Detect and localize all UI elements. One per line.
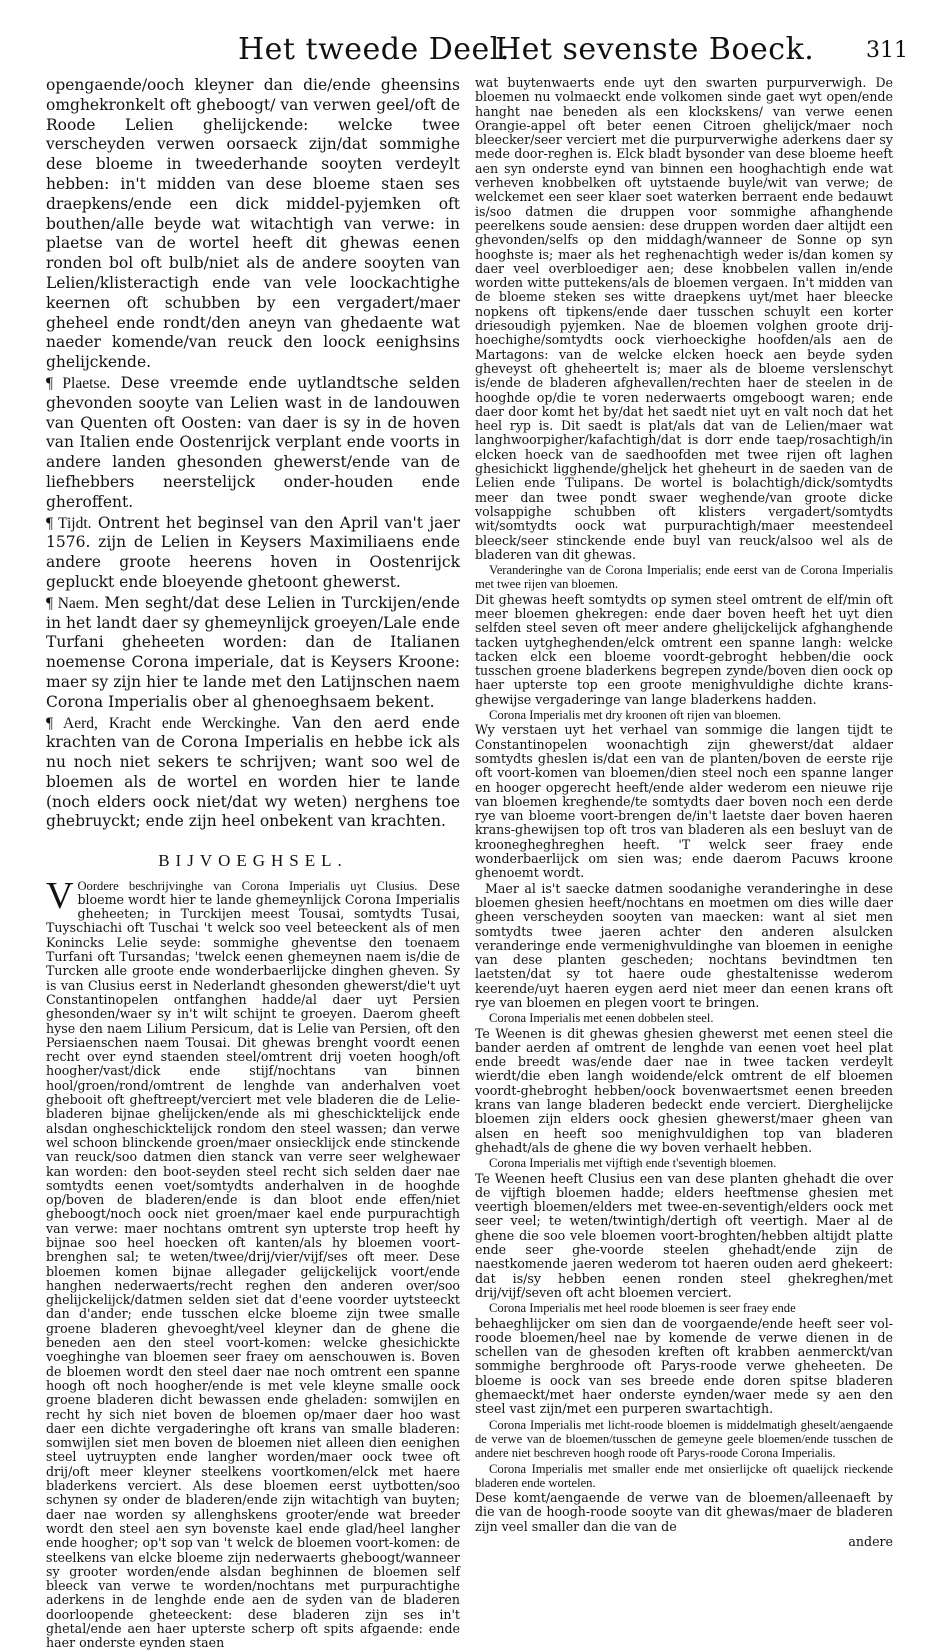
- right-paragraph-1: wat buytenwaerts ende uyt den swarten purpurverwigh. De bloemen nu volmaeckt ende volkomen sinde gaet wyt open/ende hanght nae beneden als een klockskens/ van verwe eenen Orangie-appel oft beter eenen Citroen ghelijck/maer noch bleecker/seer verciert met die purpurverwighe aderkens daer sy mede door-reghen is. Elck bladt bysonder van dese bloeme heeft aen syn onderste eynd van binnen een hooghachtigh ende wat verheven knobbelken oft uytstaende buyle/wit van verwe; de welckemet een seer klaer soet waterken berraent ende bedauwt is/soo datmen die druppen voor sommighe afhanghende peerelkens soude aensien: dese druppen worden daer altijdt een ghevonden/selfs op den middagh/wanneer de Sonne op syn hooghste is; maer als het reghenachtigh weder is/dan komen sy daer veel overbloediger aen; dese knobbelen vallen in/ende worden witte puttekens/als de bloemen vergaen. In't midden van de bloeme steken ses witte draepkens uyt/met haer bleecke nopkens oft tipkens/ende daer tusschen schuylt een korter driesoudigh pyjemken. Nae de bloemen volghen groote drij-hoechighe/somtydts oock vierhoeckighe hoofden/als aen de Martagons: van de welcke elcken hoeck aen beyde syden gheveyst oft gheheertelt is; maer als de bloeme verslenschyt is/ende de bladeren afghevallen/rechten haer de steelen in de hooghde op/die te voren nederwaerts omgeboogt waren; ende daer door komt het by/dat het saedt niet uyt en valt noch dat het heel ryp is. Dit saedt is plat/als dat van de Lelien/maer wat langhwoorpigher/kafachtigh/dat is dorr ende taep/rosachtigh/in elcken hoeck van de saedhoofden met twee rijen oft laghen ghesichickt ligghende/gheljck het gheheurt in de saeden van de Lelien ende Tulipans. De wortel is bolachtigh/dick/somtydts meer dan twee pondt swaer weghende/van groote dicke volsappighe schubben oft klisters vergadert/somtydts wit/somtydts oock wat purpurachtigh/maer meestendeel bleeck/seer stinckende ende buyl van reuck/alsoo wel als de bladeren van dit ghewas.: [475, 75, 893, 562]
- caption-heel-roode: Corona Imperialis met heel roode bloemen is seer fraey ende: [489, 1301, 796, 1316]
- right-paragraph-6: Te Weenen heeft Clusius een van dese planten ghehadt die over de vijftigh bloemen hadde; elders heeftmense ghesien met veertigh bloemen/elders met twee-en-seventigh/elders oock met seer veel; te weten/twintigh/dertigh oft veertigh. Maer al de ghene die soo vele bloemen voort-broghten/hebben altijdt platte ende seer ghe-voorde steelen ghehadt/ende zijn de naestkomende jaeren wederom tot haeren ouden aerd ghekeert: dat is/sy hebben eenen ronden steel ghekreghen/met drij/vijf/seven oft acht bloemen verciert.: [475, 1170, 893, 1300]
- caption-smaller-bladeren: Corona Imperialis met smaller ende met onsierlijcke oft quaelijck rieckende bladeren ende wortelen.: [475, 1461, 893, 1490]
- naem-text: Men seght/dat dese Lelien in Turckijen/ende in het landt daer sy ghemeynlijck groeyen/Lale ende Turfani gheheeten worden: dan de Italianen noemense Corona imperiale, dat is Keysers Kroone: maer sy zijn hier te lande met den Latijnschen naem Corona Imperialis ober al ghenoeghsaem bekent.: [46, 593, 460, 711]
- aerd-text: Van den aerd ende krachten van de Corona Imperialis en hebbe ick als nu noch niet sekers te schrijven; want soo wel de bloemen als de wortel en worden hier te lande (noch elders oock niet/dat wy weten) nerghens toe ghebruyckt; ende zijn heel onbekent van krachten.: [46, 713, 460, 831]
- right-column: [475, 76, 893, 1549]
- right-paragraph-5: Te Weenen is dit ghewas ghesien ghewerst met eenen steel die bander aerden af omtrent de lenghde van eenen voet heel plat ende breedt was/ende daer nae in twee tacken verdeylt wierdt/die eben langh woidende/elck omtrent de elf bloemen voordt-ghebroght hebben/oock bovenwaertsmet eenen breeden krans van lange bladeren bedeckt ende verciert. Dierghelijcke bloemen zijn elders oock ghesien ghewerst/maer gheen van alsen en heeft soo menighvuldighen top van bladeren ghehadt/als de ghene die wy boven verhaelt hebben.: [475, 1025, 893, 1155]
- plaetse-label: ¶ Plaetse.: [46, 374, 111, 392]
- right-paragraph-7: behaeghlijcker om sien dan de voorgaende/ende heeft seer vol-roode bloemen/heel nae by komende de verwe dienen in de schellen van de ghesoden kreften oft krabben aenmerckt/van sommighe berghroode oft Parys-roode verwe gheheeten. De bloeme is oock van ses breede ende doren spitse bladeren ghemaeckt/met haer onderste eynden/waer mede sy aen den steel vast zijn/met een purperen swartachtigh.: [475, 1315, 893, 1417]
- right-paragraph-3: Wy verstaen uyt het verhael van sommige die langen tijdt te Constantinopelen woonachtigh zijn ghewerst/dat aldaer somtydts gheslen is/dat een van de planten/boven de eerste rije oft voort-komen van bloemen/dien steel noch een spanne langer en hooger opgerecht heeft/ende alder wederom een nieuwe rije van bloemen kreghende/te somtydts daer boven noch een derde rye van bloeme voort-brengen de/in't laetste daer boven haeren krans-ghewijsen top oft tros van bladeren als een besluyt van de kroonegheghreghen heeft. 'T welck seer fraey ende wonderbaerlijck om sien was; ende daerom Pacuws kroone ghenoemt wordt.: [475, 722, 893, 881]
- aerd-label: ¶ Aerd, Kracht ende Werckinghe.: [46, 714, 281, 732]
- page-number: 311: [866, 38, 908, 63]
- right-paragraph-8: Dese komt/aengaende de verwe van de bloemen/alleenaeft by die van de hoogh-roode sooyte van dit ghewas/maer de bladeren zijn veel smaller dan die van de: [475, 1490, 893, 1534]
- page-header: [0, 32, 950, 72]
- catchword: andere: [848, 1533, 893, 1549]
- caption-dobbelen-steel: Corona Imperialis met eenen dobbelen steel.: [489, 1011, 714, 1026]
- caption-licht-roode: Corona Imperialis met licht-roode bloemen is middelmatigh gheselt/aengaende de verwe van de bloemen/tusschen de gemeyne geele bloemen/ende tusschen de andere niet beschreven hoogh roode oft Parys-roode Corona Imperialis.: [475, 1417, 893, 1461]
- caption-vijftigh-bloemen: Corona Imperialis met vijftigh ende t'seventigh bloemen.: [489, 1156, 777, 1171]
- caption-dry-kroonen: Corona Imperialis met dry kroonen oft rijen van bloemen.: [489, 708, 782, 723]
- right-paragraph-2: Dit ghewas heeft somtydts op symen steel omtrent de elf/min oft meer bloemen ghekregen: ende daer boven heeft het uyt dien selfden steel seven oft meer andere ghelijckelijck afghanghende tacken uytgheghenden/elck omtrent een spanne langh: welcke tacken elck een bloeme voordt-gebroght hebben/die oock tusschen groene bladerkens begrepen zynde/boven dien oock op haer upterste top een groote menighvuldighe dichte krans-ghewijse vergaderinge van lange bladerkens hadden.: [475, 591, 893, 707]
- bijvoeghsel-lead: Oordere beschrijvinghe van Corona Imperialis uyt Clusius.: [77, 878, 418, 893]
- running-title-right: Het sevenste Boeck.: [495, 32, 815, 67]
- drop-cap: V: [46, 874, 74, 917]
- plaetse-text: Dese vreemde ende uytlandtsche selden ghevonden sooyte van Lelien wast in de landouwen van Quenten oft Oosten: van daer is sy in de hoven van Italien ende Oostenrijck verplant ende voorts in andere landen ghesonden ghewerst/ende van de liefhebbers neerstelijck onder-houden ende gheroffent.: [46, 373, 460, 511]
- left-column: [46, 76, 460, 1652]
- right-paragraph-4: Maer al is't saecke datmen soodanighe veranderinghe in dese bloemen ghesien heeft/nochtans en moetmen om dies wille daer gheen verscheyden sooyten van maecken: want al siet men somtydts twee jaeren achter den anderen alsulcken veranderinge ende vermenighvuldinghe van bloemen in eenighe van dese planten gescheden; nochtans bevindtmen ten laetsten/dat sy tot haere oude ghestaltenisse wederom keerende/uyt haeren eygen aerd niet meer dan eenen krans oft rye van bloemen en plegen voort te bringen.: [475, 880, 893, 1010]
- naem-label: ¶ Naem.: [46, 594, 99, 612]
- bijvoeghsel-text: Dese bloeme wordt hier te lande ghemeynlijck Corona Imperialis gheheeten; in Turckijen meest Tousai, somtydts Tusai, Tuyschiachi oft Tuschai 't welck soo veel beteeckent als of men Konincks Lelie seyde: sommighe gheventse den toenaem Turfani oft Tursandas; 'twelck eenen ghemeynen naem is/die de Turcken alle groote ende wonderbaerlijcke dinghen gheven. Sy is van Clusius eerst in Nederlandt ghesonden ghewerst/die't uyt Constantinopelen ontfanghen hadde/al daer uyt Persien ghesonden/waer sy in't wilt schijnt te groeyen. Daerom gheeft hyse den naem Lilium Persicum, dat is Lelie van Persien, oft den Persiaenschen naem Tousai. Dit ghewas brenght voordt eenen recht over eynd staenden steel/omtrent drij voeten hoogh/oft hoogher/vast/dick ende stijf/nochtans van binnen hool/groen/rond/omtrent de lenghde van anderhalven voet ghebooit oft gheftreept/verciert met vele bladeren die de Lelie-bladeren bijnae ghelijcken/ende als mi gheschicktelijck ende alsdan ongheschicktelijck rondom den steel wassen; dan verwe wel schoon blinckende groen/maer onsiecklijck ende stinckende van reuck/soo datmen dien stanck van verre seer welghewaer kan worden: den boot-seyden steel recht sich selden daer nae somtydts eenen voet/somtydts anderhalven in de hooghde op/boven de bladeren/ende is dan bloot ende effen/niet gheboogt/noch oock niet groen/maer kael ende purpurachtigh van verwe: maer nochtans omtrent syn upterste trop heeft hy bijnae soo heel hoecken oft kanten/als hy bloemen voort-brenghen sal; te weten/twee/drij/vier/vijf/ses oft meer. Dese bloemen komen bijnae allegader gelijckelijck voort/ende hanghen nederwaerts/recht reghen den anderen over/soo ghelijckelijck/datmen selden siet dat d'eene voorder uytsteeckt dan d'ander; ende tusschen elcke bloeme zijn twee smalle groene bladeren ghevoeght/veel kleyner dan de ghene die beneden aen den steel voort-komen: welcke ghesichickte voeghinghe van bloemen seer fraey om aenschouwen is. Boven de bloemen wordt den steel daer nae noch omtrent een spanne hoogh oft noch hoogher/ende is met vele kleyne smalle oock groene bladeren dicht bewassen ende gheladen: somwijlen en recht hy sich niet boven de bloemen op/maer daer hoo wast daer een dichte vergaderinghe oft krans van smalle bladeren: somwijlen siet men boven de bloemen niet alleen dien eenighen steel uytruypten ende langher worden/maer oock twee oft drij/oft meer kleyner steelkens voortkomen/elck met haere bladerkens verciert. Als dese bloemen eerst uytbotten/soo schynen sy onder de bladeren/ende zijn witachtigh van buyten; daer nae worden sy allenghskens grooter/ende wat breeder wordt den steel aen syn bovenste kael ende glad/heel langher ende hoogher; op't sop van 't welck de bloemen voort-komen: de steelkens van elcke bloeme zijn nederwaerts gheboogt/wanneer sy grooter worden/ende alsdan beghinnen de bloemen self bleeck van verwe te worden/nochtans met purpurachtighe aderkens in de lenghde ende aen de syden van de bladeren doorloopende gheteeckent: dese bladeren zijn ses in't ghetal/ende aen haer upterste scherp oft spits afgaende: ende haer onderste eynden staen: [46, 877, 460, 1651]
- tijdt-text: Ontrent het beginsel van den April van't jaer 1576. zijn de Lelien in Keysers Maximiliaens ende andere groote heerens hoven in Oostenrijck gepluckt ende bloeyende ghetoont ghewerst.: [46, 513, 460, 591]
- intro-paragraph: opengaende/ooch kleyner dan die/ende gheensins omghekronkelt oft gheboogt/ van verwen geel/oft de Roode Lelien ghelijckende: welcke twee verscheyden verwen oorsaeck zijn/dat sommighe dese bloeme in tweederhande sooyten verdeylt hebben: in't midden van dese bloeme staen ses draepkens/ende een dick middel-pyjemken oft bouthen/alle beyde wat witachtigh van verwe: in plaetse van de wortel heeft dit ghewas eenen ronden bol oft bulb/niet als de andere sooyten van Lelien/klisteractigh ende van vele loockachtighe keernen oft schubben by een vergadert/maer gheheel ende rondt/den aneyn van ghedaente wat naeder komende/van reuck den loock eenighsins ghelijckende.: [46, 76, 460, 372]
- tijdt-label: ¶ Tijdt.: [46, 514, 92, 532]
- section-title: BIJVOEGHSEL.: [158, 851, 348, 871]
- caption-twee-rijen: Veranderinghe van de Corona Imperialis; ende eerst van de Corona Imperialis met twee rijen van bloemen.: [475, 563, 893, 592]
- running-title-left: Het tweede Deel.: [238, 32, 510, 67]
